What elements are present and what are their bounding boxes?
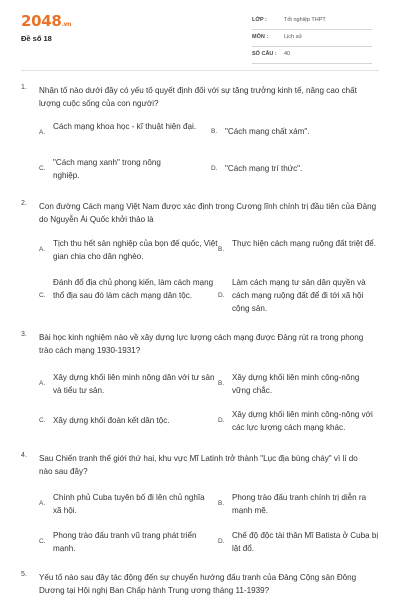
option-letter: C.	[39, 165, 46, 172]
option-text: Xây dựng khối đoàn kết dân tộc.	[53, 416, 170, 425]
logo-suffix: .vn	[61, 21, 72, 28]
meta-value: Lịch sử	[284, 34, 303, 40]
option-letter: A.	[39, 246, 46, 253]
option-text: "Cách mạng xanh" trong nông nghiệp.	[53, 158, 161, 180]
option-text: "Cách mạng trí thức".	[225, 164, 303, 173]
option-text: Xây dựng khối liên minh nông dân với tư sản và tiểu tư sản.	[53, 373, 215, 395]
option-text: Thực hiện cách mạng ruộng đất triệt để.	[232, 239, 376, 248]
header-divider	[21, 70, 379, 71]
meta-value: 40	[284, 51, 291, 57]
option-text: Phong trào đấu tranh chính trị diễn ra mạnh mẽ.	[232, 493, 367, 515]
question-stem: Bài học kinh nghiệm nào về xây dựng lực lượng cách mạng được Đảng rút ra trong phong trào cách mạng 1930-1931?	[39, 333, 364, 355]
option-letter: C.	[39, 417, 46, 424]
meta-row-class	[252, 13, 372, 30]
option-text: Đánh đổ địa chủ phong kiến, làm cách mạng thổ địa sau đó làm cách mạng dân tộc.	[53, 278, 214, 300]
question-number: 2.	[21, 200, 27, 207]
option-letter: B.	[218, 380, 225, 387]
option-letter: D.	[218, 538, 225, 545]
option-text: Cách mạng khoa học - kĩ thuật hiện đại.	[53, 122, 197, 131]
option-letter: C.	[39, 292, 46, 299]
option-letter: B.	[218, 500, 225, 507]
meta-value: Tốt nghiệp THPT	[284, 17, 326, 23]
question-stem: Yếu tố nào sau đây tác động đến sự chuyển hướng đấu tranh của Đảng Cộng sản Đông Dương tại Hội nghị Ban Chấp hành Trung ương tháng 11-1939?	[39, 573, 357, 595]
option-text: Chế độ độc tài thân Mĩ Batista ở Cuba bị lật đổ.	[232, 531, 379, 553]
option-letter: D.	[218, 292, 225, 299]
option-letter: A.	[39, 129, 46, 136]
exam-meta	[252, 13, 372, 64]
meta-row-count	[252, 47, 372, 64]
option-letter: B.	[218, 246, 225, 253]
option-letter: D.	[218, 417, 225, 424]
meta-key: SỐ CÂU :	[252, 51, 277, 57]
option-text: "Cách mạng chất xám".	[225, 127, 310, 136]
logo-main: 2048	[21, 12, 62, 30]
option-letter: D.	[211, 165, 218, 172]
option-text: Xây dựng khối liên minh công-nông vững chắc.	[232, 373, 360, 395]
meta-key: MÔN :	[252, 34, 269, 40]
question-number: 4.	[21, 452, 27, 459]
option-text: Xây dựng khối liên minh công-nông với các lực lượng cách mạng khác.	[232, 410, 373, 432]
site-logo[interactable]	[21, 12, 71, 30]
question-stem: Nhân tố nào dưới đây có yếu tố quyết định đối với sự tăng trưởng kinh tế, nâng cao chất lượng cuộc sống của con người?	[39, 86, 357, 108]
option-text: Phong trào đấu tranh vũ trang phát triển mạnh.	[53, 531, 197, 553]
exam-number: Đề số 18	[21, 34, 52, 43]
meta-key: LỚP :	[252, 17, 267, 23]
question-number: 5.	[21, 571, 27, 578]
question-number: 1.	[21, 84, 27, 91]
option-text: Làm cách mạng tư sản dân quyền và cách mạng ruộng đất để đi tới xã hội cộng sản.	[232, 278, 366, 313]
question-number: 3.	[21, 331, 27, 338]
option-letter: C.	[39, 538, 46, 545]
option-text: Tịch thu hết sản nghiệp của bọn đế quốc, Việt gian chia cho dân nghèo.	[53, 239, 218, 261]
option-text: Chính phủ Cuba tuyên bố đi lên chủ nghĩa xã hội.	[53, 493, 205, 515]
meta-row-subject	[252, 30, 372, 47]
question-stem: Con đường Cách mạng Việt Nam được xác định trong Cương lĩnh chính trị đầu tiên của Đảng do Nguyễn Ái Quốc khởi thảo là	[39, 202, 377, 224]
option-letter: A.	[39, 500, 46, 507]
question-stem: Sau Chiến tranh thế giới thứ hai, khu vực Mĩ Latinh trở thành "Lục địa bùng cháy" vì lí do nào sau đây?	[39, 454, 358, 476]
exam-header	[0, 0, 400, 70]
option-letter: B.	[211, 128, 218, 135]
option-letter: A.	[39, 380, 46, 387]
